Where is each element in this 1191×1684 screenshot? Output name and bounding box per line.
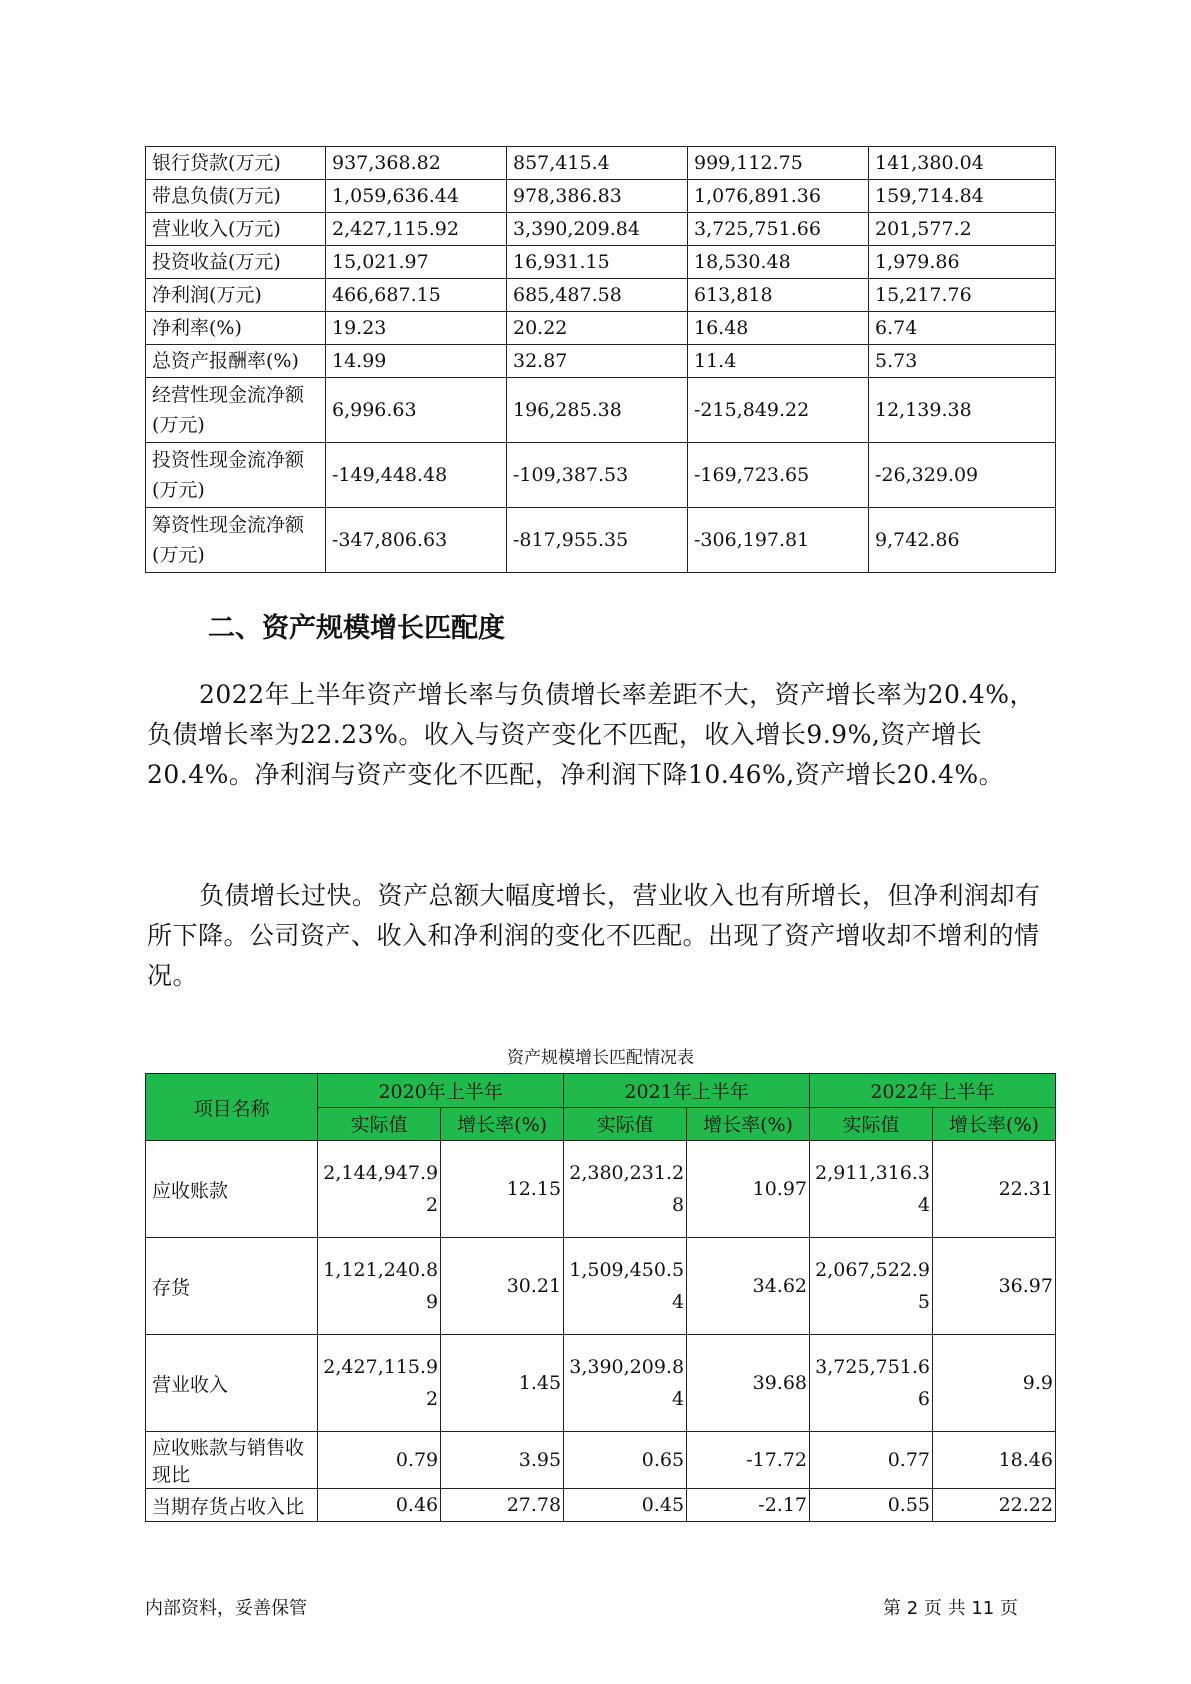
table-cell: 1,121,240.89	[318, 1238, 441, 1335]
table-cell: -149,448.48	[326, 443, 507, 508]
table-cell: 0.46	[318, 1489, 441, 1522]
table-cell: 1,076,891.36	[688, 180, 869, 213]
column-header-period: 2020年上半年	[318, 1074, 564, 1108]
table-cell: 2,067,522.95	[810, 1238, 933, 1335]
table-cell: 0.79	[318, 1432, 441, 1489]
column-header-rate: 增长率(%)	[441, 1107, 564, 1141]
table-cell: -169,723.65	[688, 443, 869, 508]
table-cell: 18,530.48	[688, 246, 869, 279]
column-header-period: 2021年上半年	[564, 1074, 810, 1108]
table-cell: 1,059,636.44	[326, 180, 507, 213]
table-cell: 857,415.4	[507, 147, 688, 180]
table-cell: 15,021.97	[326, 246, 507, 279]
table-cell: 2,427,115.92	[326, 213, 507, 246]
column-header-rate: 增长率(%)	[687, 1107, 810, 1141]
table-cell: 0.55	[810, 1489, 933, 1522]
table-cell: 3,390,209.84	[564, 1335, 687, 1432]
table-cell: 2,380,231.28	[564, 1141, 687, 1238]
table-cell: 6.74	[869, 312, 1056, 345]
table-cell: 22.31	[933, 1141, 1056, 1238]
table-cell: 978,386.83	[507, 180, 688, 213]
table-cell: 22.22	[933, 1489, 1056, 1522]
table-cell: -17.72	[687, 1432, 810, 1489]
table-cell: 15,217.76	[869, 279, 1056, 312]
row-label: 净利率(%)	[146, 312, 326, 345]
analysis-paragraph: 2022年上半年资产增长率与负债增长率差距不大，资产增长率为20.4%，负债增长率为22.23%。收入与资产变化不匹配，收入增长9.9%,资产增长20.4%。净利润与资产变化不匹配，净利润下降10.46%,资产增长20.4%。	[147, 680, 1036, 789]
row-label: 存货	[146, 1238, 318, 1335]
table-cell: 36.97	[933, 1238, 1056, 1335]
table-cell: 14.99	[326, 345, 507, 378]
table-cell: 0.77	[810, 1432, 933, 1489]
table-row	[146, 1432, 1056, 1489]
table-cell: -817,955.35	[507, 508, 688, 573]
table-row	[146, 508, 1056, 573]
table-row	[146, 345, 1056, 378]
table-cell: -109,387.53	[507, 443, 688, 508]
table-row	[146, 180, 1056, 213]
table-cell: 685,487.58	[507, 279, 688, 312]
table-cell: 5.73	[869, 345, 1056, 378]
table-row	[146, 147, 1056, 180]
footer-page-number: 第 2 页 共 11 页	[883, 1598, 1018, 1619]
table-cell: 39.68	[687, 1335, 810, 1432]
table-cell: 196,285.38	[507, 378, 688, 443]
table-cell: 201,577.2	[869, 213, 1056, 246]
column-header-actual: 实际值	[564, 1107, 687, 1141]
table-cell: 16.48	[688, 312, 869, 345]
table-cell: 11.4	[688, 345, 869, 378]
table-cell: 34.62	[687, 1238, 810, 1335]
table-cell: 3,725,751.66	[688, 213, 869, 246]
row-label: 净利润(万元)	[146, 279, 326, 312]
table-cell: 159,714.84	[869, 180, 1056, 213]
row-label: 经营性现金流净额(万元)	[146, 378, 326, 443]
table-cell: 16,931.15	[507, 246, 688, 279]
table-cell: 30.21	[441, 1238, 564, 1335]
row-label: 应收账款与销售收现比	[146, 1432, 318, 1489]
table-row	[146, 279, 1056, 312]
section-heading: 二、资产规模增长匹配度	[208, 613, 505, 644]
table-cell: -26,329.09	[869, 443, 1056, 508]
table-cell: 6,996.63	[326, 378, 507, 443]
table-cell: 2,144,947.92	[318, 1141, 441, 1238]
row-label: 营业收入(万元)	[146, 213, 326, 246]
table-cell: 3,725,751.66	[810, 1335, 933, 1432]
asset-growth-match-table	[145, 1073, 1056, 1522]
table-cell: 10.97	[687, 1141, 810, 1238]
column-header-period: 2022年上半年	[810, 1074, 1056, 1108]
table-cell: -347,806.63	[326, 508, 507, 573]
table-cell: -2.17	[687, 1489, 810, 1522]
table-cell: 613,818	[688, 279, 869, 312]
table-cell: -306,197.81	[688, 508, 869, 573]
header-row	[146, 1074, 1056, 1108]
column-header-actual: 实际值	[810, 1107, 933, 1141]
column-header-actual: 实际值	[318, 1107, 441, 1141]
table-cell: 466,687.15	[326, 279, 507, 312]
table-cell: 2,427,115.92	[318, 1335, 441, 1432]
table-cell: 20.22	[507, 312, 688, 345]
table-row	[146, 312, 1056, 345]
table-row	[146, 246, 1056, 279]
table-cell: 999,112.75	[688, 147, 869, 180]
column-header-rate: 增长率(%)	[933, 1107, 1056, 1141]
table-cell: 0.45	[564, 1489, 687, 1522]
table-row	[146, 443, 1056, 508]
table-row	[146, 213, 1056, 246]
table-cell: 3,390,209.84	[507, 213, 688, 246]
row-label: 投资收益(万元)	[146, 246, 326, 279]
table-cell: 0.65	[564, 1432, 687, 1489]
table-cell: 141,380.04	[869, 147, 1056, 180]
table-row	[146, 1238, 1056, 1335]
row-label: 总资产报酬率(%)	[146, 345, 326, 378]
table-cell: 9.9	[933, 1335, 1056, 1432]
table-row	[146, 1335, 1056, 1432]
table-cell: -215,849.22	[688, 378, 869, 443]
table-cell: 1,509,450.54	[564, 1238, 687, 1335]
table-cell: 18.46	[933, 1432, 1056, 1489]
table-row	[146, 1489, 1056, 1522]
row-label: 营业收入	[146, 1335, 318, 1432]
table-cell: 1,979.86	[869, 246, 1056, 279]
column-header-item: 项目名称	[146, 1074, 318, 1141]
financial-summary-table	[145, 146, 1056, 573]
table-cell: 19.23	[326, 312, 507, 345]
row-label: 银行贷款(万元)	[146, 147, 326, 180]
row-label: 应收账款	[146, 1141, 318, 1238]
table-cell: 3.95	[441, 1432, 564, 1489]
row-label: 当期存货占收入比	[146, 1489, 318, 1522]
table-row	[146, 378, 1056, 443]
row-label: 投资性现金流净额(万元)	[146, 443, 326, 508]
table-cell: 2,911,316.34	[810, 1141, 933, 1238]
table-cell: 1.45	[441, 1335, 564, 1432]
table-cell: 27.78	[441, 1489, 564, 1522]
table-caption: 资产规模增长匹配情况表	[507, 1048, 694, 1068]
table-cell: 937,368.82	[326, 147, 507, 180]
table-cell: 9,742.86	[869, 508, 1056, 573]
footer-confidential-note: 内部资料，妥善保管	[145, 1598, 307, 1619]
row-label: 筹资性现金流净额(万元)	[146, 508, 326, 573]
table-cell: 12,139.38	[869, 378, 1056, 443]
table-row	[146, 1141, 1056, 1238]
row-label: 带息负债(万元)	[146, 180, 326, 213]
table-cell: 32.87	[507, 345, 688, 378]
conclusion-paragraph: 负债增长过快。资产总额大幅度增长，营业收入也有所增长，但净利润却有所下降。公司资产、收入和净利润的变化不匹配。出现了资产增收却不增利的情况。	[147, 881, 1041, 990]
table-cell: 12.15	[441, 1141, 564, 1238]
